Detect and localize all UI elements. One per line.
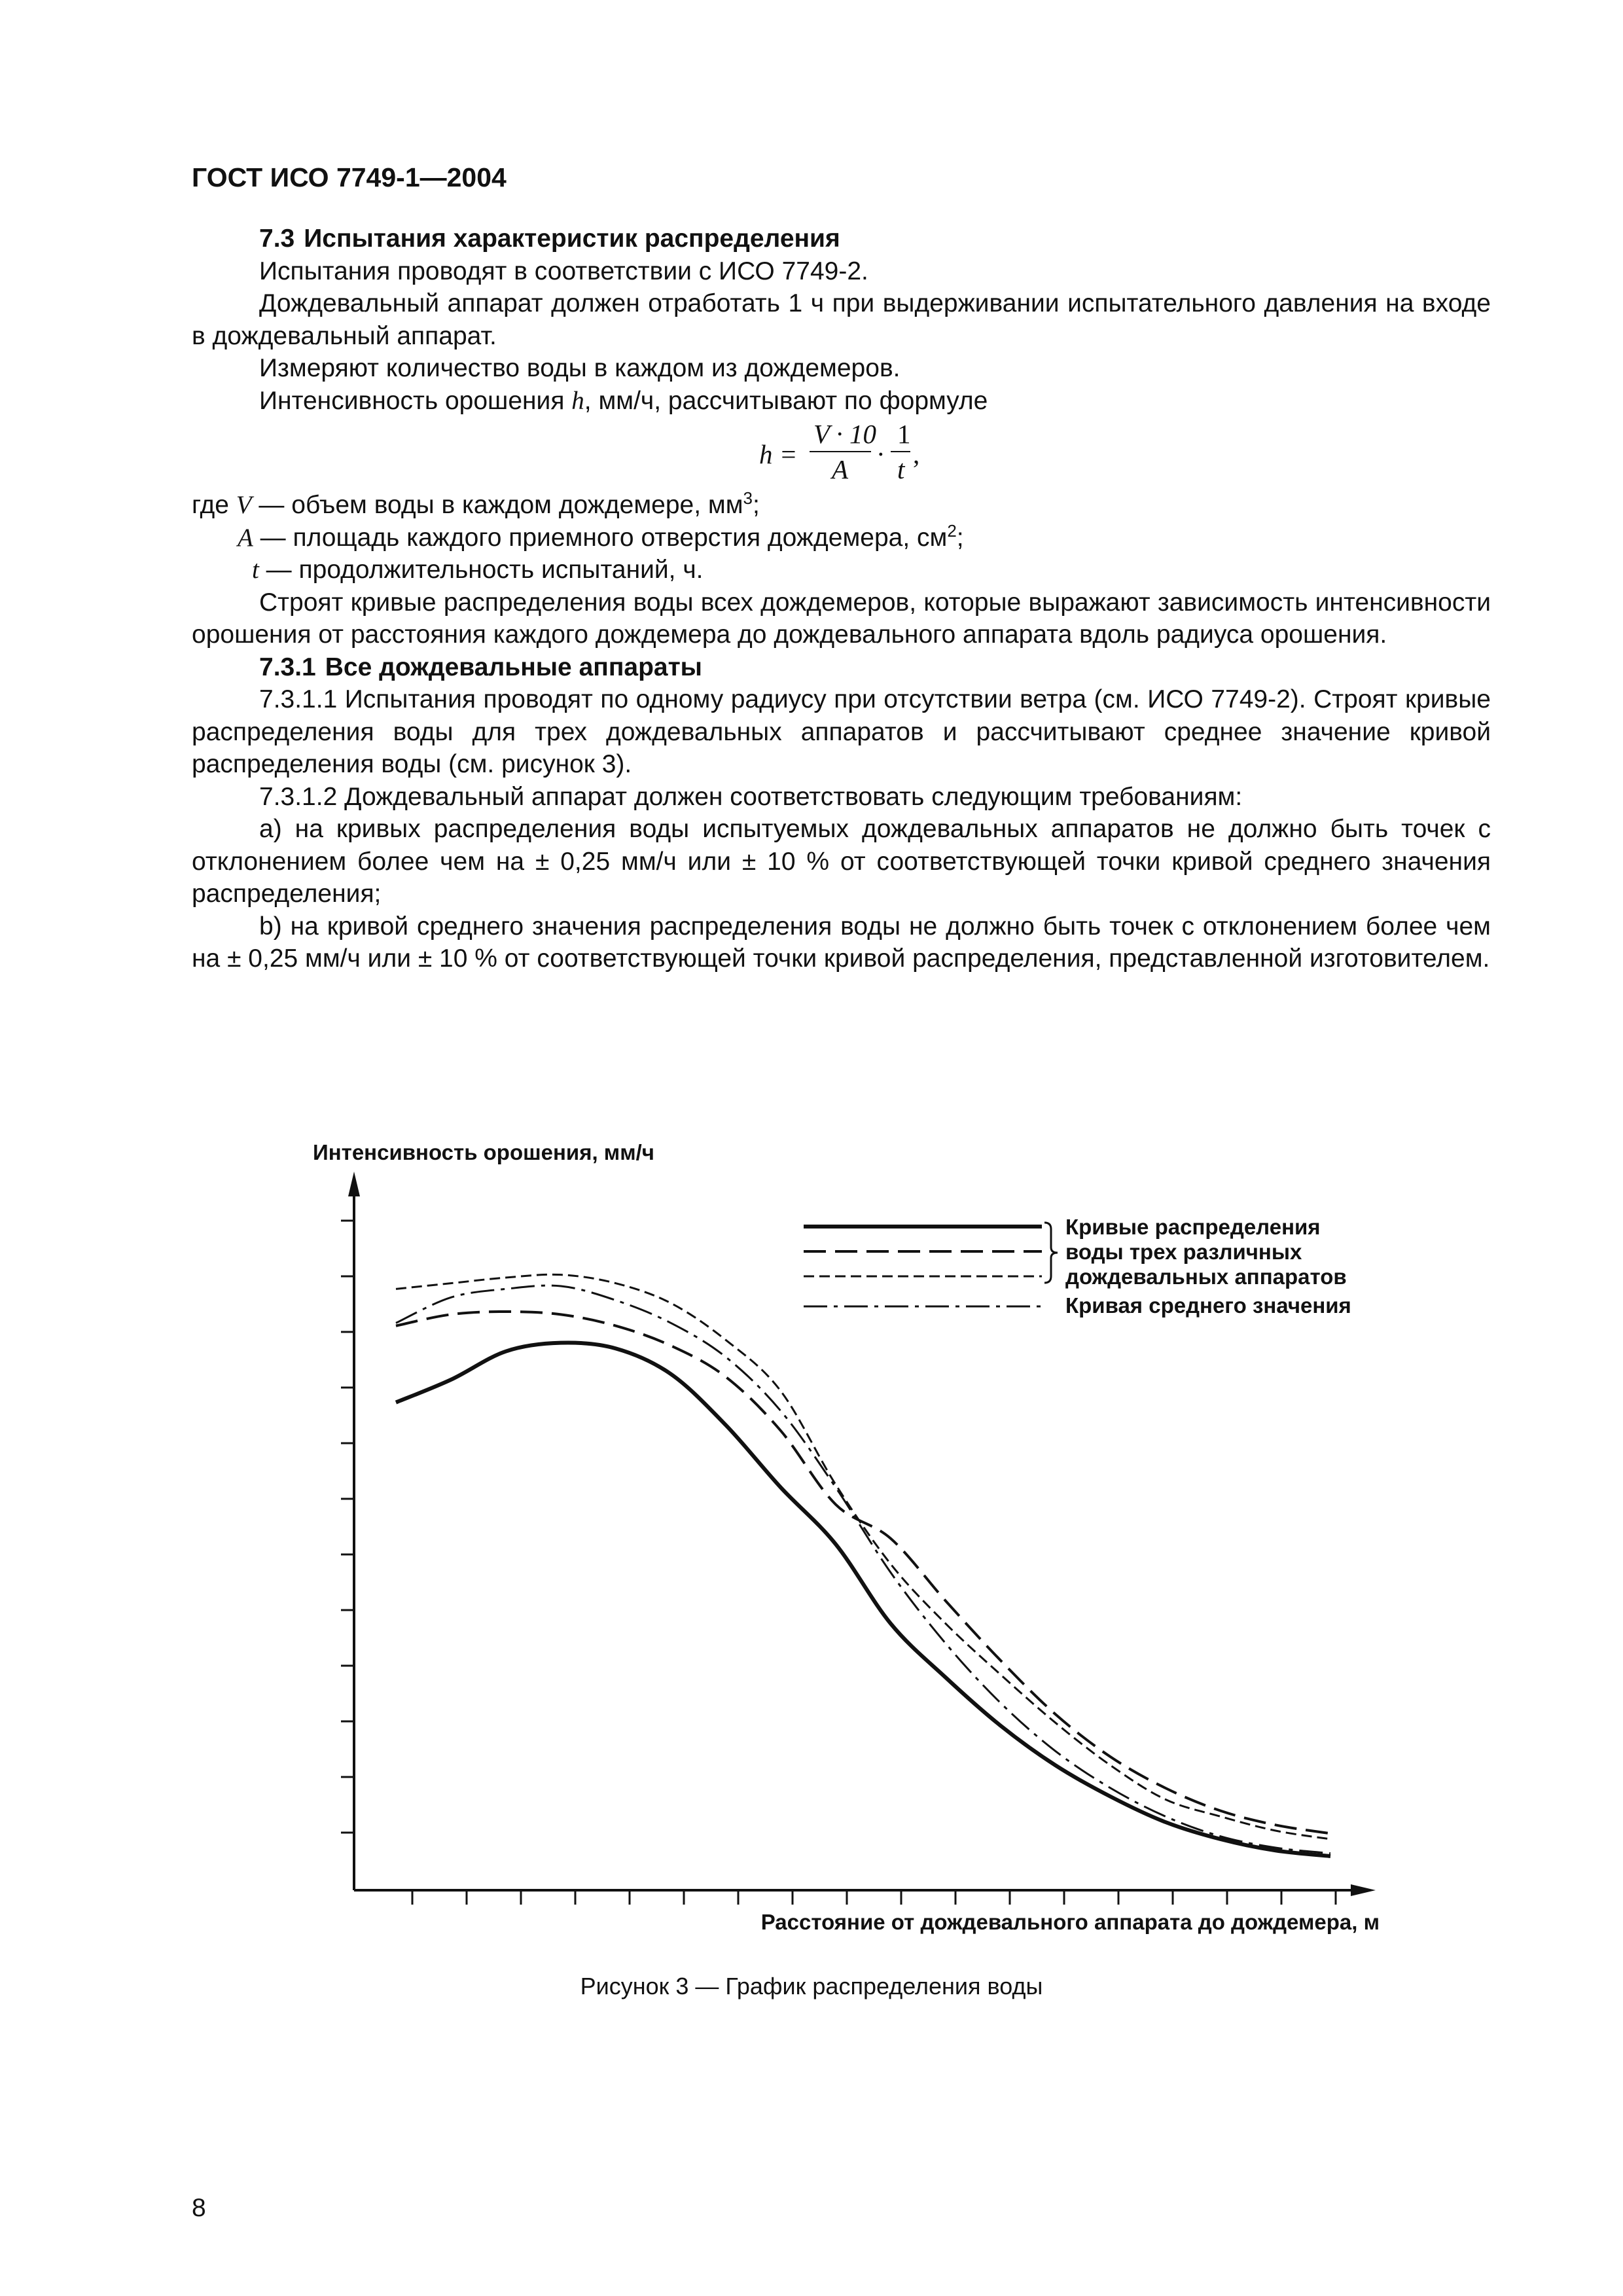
formula-dot: · bbox=[876, 439, 885, 469]
y-axis-arrow bbox=[348, 1172, 360, 1196]
text-run: — объем воды в каждом дождемере, мм bbox=[251, 491, 743, 519]
legend-label-line: воды трех различных bbox=[1065, 1240, 1302, 1264]
formula-numerator-1: V · 10 bbox=[813, 419, 877, 449]
formula-denominator-1: A bbox=[832, 454, 849, 484]
x-axis-label: Расстояние от дождевального аппарата до дождемера, м bbox=[760, 1910, 1380, 1934]
symbol: V bbox=[236, 491, 252, 519]
y-ticks bbox=[341, 1221, 354, 1833]
text-run: , мм/ч, рассчитывают по формуле bbox=[584, 386, 988, 415]
symbol: A bbox=[238, 523, 253, 552]
legend-label-mean: Кривая среднего значения bbox=[1065, 1293, 1351, 1318]
formula-numerator-2: 1 bbox=[897, 419, 911, 449]
text-run: где bbox=[192, 491, 236, 519]
legend-label-line: Кривые распределения bbox=[1065, 1215, 1321, 1239]
series-line-dashed bbox=[396, 1312, 1330, 1833]
text-run: Интенсивность орошения bbox=[259, 386, 572, 415]
paragraph: Измеряют количество воды в каждом из дождемеров. bbox=[259, 354, 901, 382]
superscript: 3 bbox=[743, 488, 753, 508]
chart-curves bbox=[396, 1274, 1330, 1856]
text-run: ; bbox=[752, 491, 760, 519]
paragraph: Дождевальный аппарат должен отработать 1 ч при выдерживании испытательного давления на входе в дождевальный аппарат. bbox=[192, 289, 1491, 350]
text-run: ; bbox=[956, 523, 964, 552]
formula-denominator-2: t bbox=[897, 454, 905, 484]
page-number: 8 bbox=[192, 2194, 206, 2222]
paragraph: Испытания проводят в соответствии с ИСО 7749-2. bbox=[259, 257, 868, 285]
formula-lhs: h = bbox=[759, 439, 798, 469]
paragraph: a) на кривых распределения воды испытуемых дождевальных аппаратов не должно быть точек с отклонением более чем на ± 0,25 мм/ч или ± 10 % от соответствующей точки кривой среднего значения распределения; bbox=[192, 815, 1491, 908]
series-line-short-dashed bbox=[396, 1274, 1330, 1839]
series-line-dash-dot bbox=[396, 1285, 1330, 1854]
section-number: 7.3 bbox=[259, 224, 295, 253]
paragraph: b) на кривой среднего значения распределения воды не должно быть точек с отклонением более чем на ± 0,25 мм/ч или ± 10 % от соответствующей точки кривой распределения, представленной изготовителем. bbox=[192, 912, 1491, 973]
figure-caption: Рисунок 3 — График распределения воды bbox=[580, 1973, 1043, 2000]
text-run: — продолжительность испытаний, ч. bbox=[259, 556, 704, 584]
section-title: Все дождевальные аппараты bbox=[325, 653, 702, 681]
symbol: t bbox=[252, 556, 259, 584]
superscript: 2 bbox=[947, 520, 957, 541]
document-header: ГОСТ ИСО 7749-1—2004 bbox=[192, 162, 507, 192]
formula-variable: h bbox=[571, 386, 584, 415]
text-run: — площадь каждого приемного отверстия дождемера, см bbox=[253, 523, 948, 552]
series-line-solid bbox=[396, 1343, 1330, 1856]
paragraph: 7.3.1.1 Испытания проводят по одному радиусу при отсутствии ветра (см. ИСО 7749-2). Строят кривые распределения воды для трех дождевальных аппаратов и рассчитывают среднее значение кривой распределения воды (см. рисунок 3). bbox=[192, 685, 1491, 778]
x-ticks bbox=[412, 1890, 1336, 1905]
paragraph: Строят кривые распределения воды всех дождемеров, которые выражают зависимость интенсивности орошения от расстояния каждого дождемера до дождевального аппарата вдоль радиуса орошения. bbox=[192, 588, 1491, 649]
formula-comma: , bbox=[913, 439, 920, 469]
section-number: 7.3.1 bbox=[259, 653, 316, 681]
paragraph: 7.3.1.2 Дождевальный аппарат должен соответствовать следующим требованиям: bbox=[259, 782, 1243, 811]
x-axis-arrow bbox=[1351, 1884, 1376, 1896]
legend-label-line: дождевальных аппаратов bbox=[1065, 1265, 1347, 1289]
section-title: Испытания характеристик распределения bbox=[304, 224, 840, 253]
chart-legend bbox=[804, 1215, 1351, 1318]
legend-brace bbox=[1044, 1223, 1058, 1283]
y-axis-label: Интенсивность орошения, мм/ч bbox=[313, 1140, 654, 1164]
